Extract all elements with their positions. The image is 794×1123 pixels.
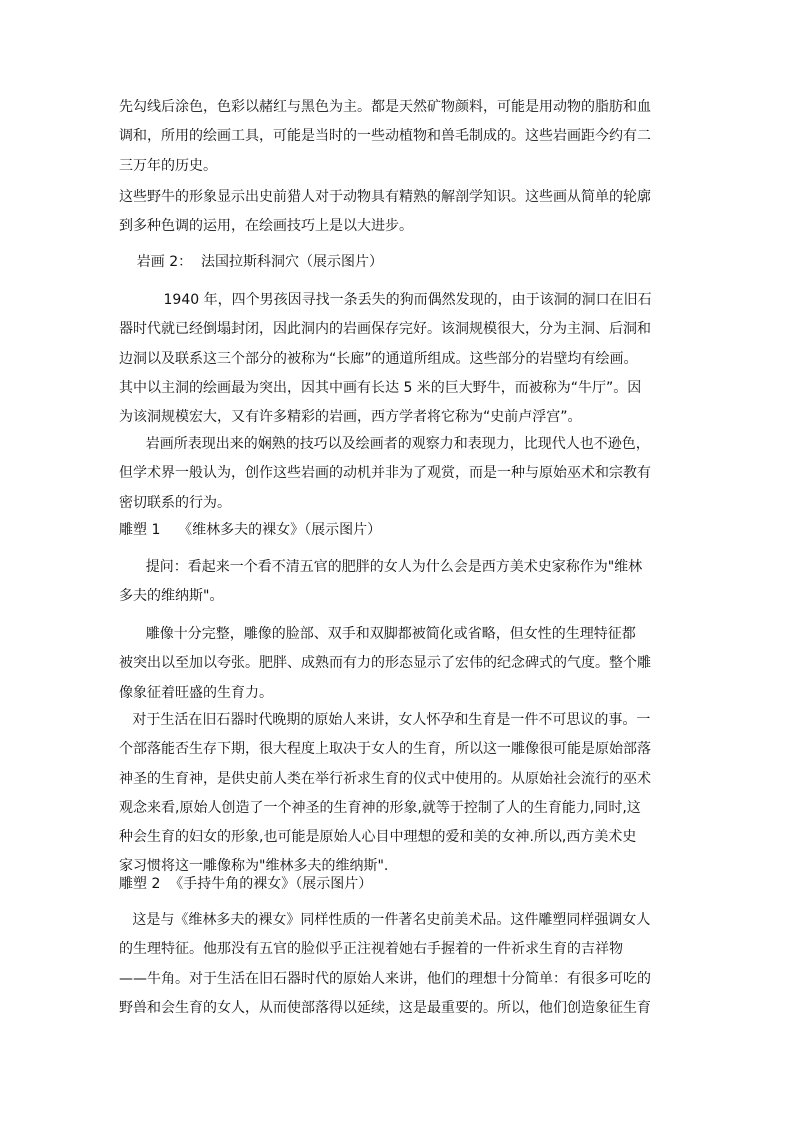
text-line: 1940 年，四个男孩因寻找一条丢失的狗而偶然发现的，由于该洞的洞口在旧石 (119, 292, 652, 308)
text-line: 家习惯将这一雕像称为"维林多夫的维纳斯". (119, 858, 389, 875)
text-line: 这些野牛的形象显示出史前猎人对于动物具有精熟的解剖学知识。这些画从简单的轮廓 (119, 189, 651, 205)
text-line: 观念来看,原始人创造了一个神圣的生育神的形象,就等于控制了人的生育能力,同时,这 (119, 799, 641, 816)
text-line: 野兽和会生育的女人，从而使部落得以延续，这是最重要的。所以，他们创造象征生育 (119, 999, 651, 1016)
text-line: 提问：看起来一个看不清五官的肥胖的女人为什么会是西方美术史家称作为"维林 (119, 559, 643, 575)
text-line: 岩画 2： 法国拉斯科洞穴（展示图片） (119, 254, 384, 270)
paragraph-horn-figure (119, 906, 679, 1023)
paragraph-lascaux (119, 286, 679, 432)
text-line: 像象征着旺盛的生育力。 (119, 684, 273, 701)
heading-sculpture-2 (119, 870, 679, 899)
text-line: 但学术界一般认为，创作这些岩画的动机并非为了观赏，而是一种与原始巫术和宗教有 (119, 465, 651, 482)
text-line: 密切联系的行为。 (119, 494, 231, 511)
paragraph-question (119, 553, 679, 612)
paragraph-statue-description (119, 620, 679, 708)
text-line: 其中以主洞的绘画最为突出，因其中画有长达 5 米的巨大野牛，而被称为“牛厅”。因 (119, 379, 642, 396)
text-line: 雕像十分完整，雕像的脸部、双手和双脚都被简化或省略，但女性的生理特征都 (119, 626, 636, 642)
heading-rock-painting-2 (119, 248, 679, 277)
text-line: 三万年的历史。 (119, 157, 217, 174)
text-line: 为该洞规模宏大，又有许多精彩的岩画，西方学者将它称为“史前卢浮宫”。 (119, 409, 582, 426)
text-line: 的生理特征。他那没有五官的脸似乎正注视着她右手握着的一件祈求生育的吉祥物 (119, 941, 623, 958)
text-line: 这是与《维林多夫的裸女》同样性质的一件著名史前美术品。这件雕塑同样强调女人 (119, 912, 651, 928)
text-line: 多夫的维纳斯"。 (119, 588, 224, 605)
text-line: 到多种色调的运用，在绘画技巧上是以大进步。 (119, 218, 413, 235)
text-line: 器时代就已经倒塌封闭，因此洞内的岩画保存完好。该洞规模很大，分为主洞、后洞和 (119, 321, 651, 338)
paragraph-pigments (119, 93, 679, 181)
text-line: 个部落能否生存下期，很大程度上取决于女人的生育，所以这一雕像很可能是原始部落 (119, 741, 651, 758)
text-line: ——牛角。对于生活在旧石器时代的原始人来讲，他们的理想十分简单：有很多可吃的 (119, 970, 651, 987)
paragraph-fertility (119, 706, 679, 882)
text-line: 雕塑 1 《维林多夫的裸女》（展示图片） (119, 522, 382, 538)
text-line: 雕塑 2 《手持牛角的裸女》（展示图片） (119, 876, 373, 892)
text-line: 先勾线后涂色，色彩以赭红与黑色为主。都是天然矿物颜料，可能是用动物的脂肪和血 (119, 99, 651, 115)
paragraph-bison-anatomy (119, 183, 679, 242)
text-line: 边洞以及联系这三个部分的被称为“长廊”的通道所组成。这些部分的岩壁均有绘画。 (119, 350, 638, 367)
paragraph-motives (119, 430, 679, 518)
text-line: 种会生育的妇女的形象,也可能是原始人心目中理想的爱和美的女神.所以,西方美术史 (119, 829, 637, 846)
text-line: 神圣的生育神，是供史前人类在举行祈求生育的仪式中使用的。从原始社会流行的巫术 (119, 770, 651, 787)
text-line: 被突出以至加以夸张。肥胖、成熟而有力的形态显示了宏伟的纪念碑式的气度。整个雕 (119, 655, 651, 672)
text-line: 调和，所用的绘画工具，可能是当时的一些动植物和兽毛制成的。这些岩画距今约有二 (119, 128, 651, 145)
heading-sculpture-1 (119, 516, 679, 545)
text-line: 对于生活在旧石器时代晚期的原始人来讲，女人怀孕和生育是一件不可思议的事。一 (119, 712, 651, 728)
text-line: 岩画所表现出来的娴熟的技巧以及绘画者的观察力和表现力，比现代人也不逊色， (119, 436, 650, 452)
